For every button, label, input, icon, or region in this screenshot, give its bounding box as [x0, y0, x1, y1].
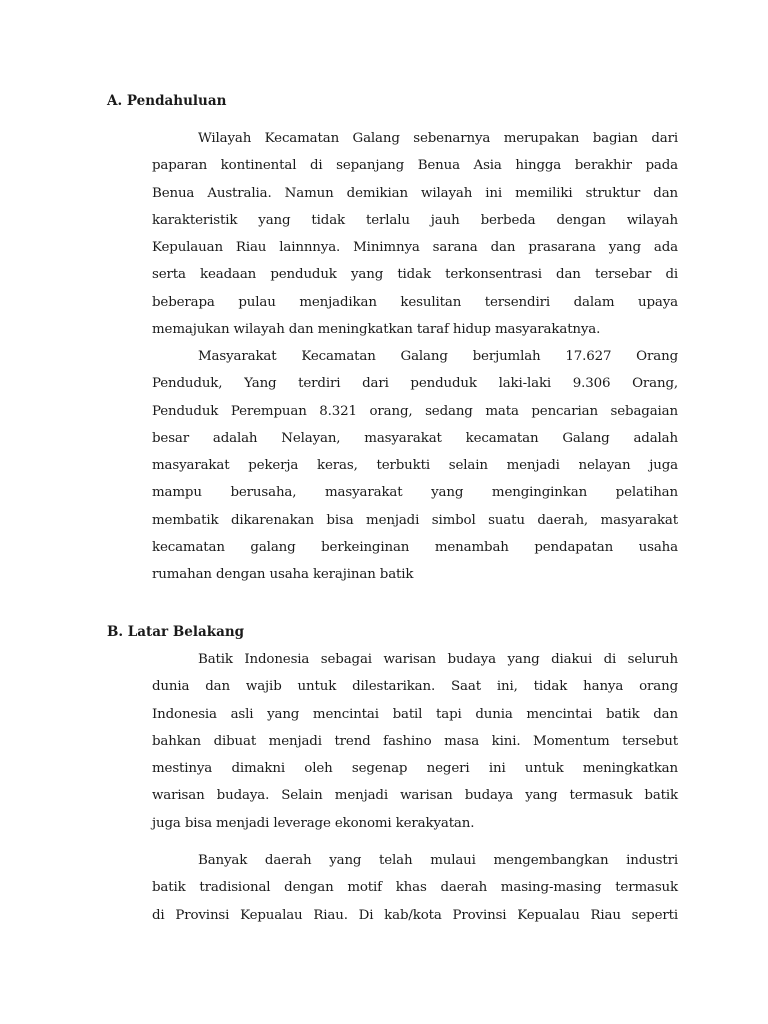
text-line: Indonesia asli yang mencintai batil tapi dunia mencintai batik dan — [152, 706, 678, 722]
text-line: mestinya dimakni oleh segenap negeri ini untuk meningkatkan — [152, 761, 678, 777]
text-line: Batik Indonesia sebagai warisan budaya yang diakui di seluruh — [198, 652, 678, 667]
paragraph-latar-belakang-1 — [152, 646, 678, 837]
text-line: Kepulauan Riau lainnnya. Minimnya sarana dan prasarana yang ada — [152, 240, 678, 256]
text-line: besar adalah Nelayan, masyarakat kecamatan Galang adalah — [152, 430, 678, 446]
text-line: kecamatan galang berkeinginan menambah pendapatan usaha — [152, 540, 678, 556]
text-line: dunia dan wajib untuk dilestarikan. Saat ini, tidak hanya orang — [152, 679, 678, 695]
text-line: bahkan dibuat menjadi trend fashino masa kini. Momentum tersebut — [152, 733, 678, 749]
text-line: membatik dikarenakan bisa menjadi simbol suatu daerah, masyarakat — [152, 512, 678, 528]
text-line: memajukan wilayah dan meningkatkan taraf hidup masyarakatnya. — [152, 322, 601, 338]
text-line: di Provinsi Kepualau Riau. Di kab/kota Provinsi Kepualau Riau seperti — [152, 907, 678, 923]
text-line: Wilayah Kecamatan Galang sebenarnya merupakan bagian dari — [198, 131, 678, 146]
paragraph-pendahuluan-2 — [152, 343, 678, 589]
paragraph-latar-belakang-2 — [152, 847, 678, 929]
text-line: Masyarakat Kecamatan Galang berjumlah 17.627 Orang — [198, 349, 678, 364]
section-heading-pendahuluan: A. Pendahuluan — [107, 93, 227, 109]
text-line: mampu berusaha, masyarakat yang menginginkan pelatihan — [152, 485, 678, 501]
text-line: masyarakat pekerja keras, terbukti selain menjadi nelayan juga — [152, 458, 678, 474]
text-line: beberapa pulau menjadikan kesulitan tersendiri dalam upaya — [152, 294, 678, 310]
text-line: Benua Australia. Namun demikian wilayah ini memiliki struktur dan — [152, 185, 678, 201]
text-line: Banyak daerah yang telah mulaui mengembangkan industri — [198, 853, 678, 868]
paragraph-pendahuluan-1 — [152, 125, 678, 343]
text-line: karakteristik yang tidak terlalu jauh berbeda dengan wilayah — [152, 212, 678, 228]
text-line: batik tradisional dengan motif khas daerah masing-masing termasuk — [152, 880, 678, 896]
text-line: rumahan dengan usaha kerajinan batik — [152, 567, 414, 583]
section-heading-latar-belakang: B. Latar Belakang — [107, 624, 245, 640]
text-line: warisan budaya. Selain menjadi warisan budaya yang termasuk batik — [152, 788, 678, 804]
text-line: paparan kontinental di sepanjang Benua Asia hingga berakhir pada — [152, 158, 678, 174]
text-line: juga bisa menjadi leverage ekonomi kerakyatan. — [152, 815, 475, 831]
text-line: Penduduk, Yang terdiri dari penduduk laki-laki 9.306 Orang, — [152, 376, 678, 392]
text-line: Penduduk Perempuan 8.321 orang, sedang mata pencarian sebagaian — [152, 403, 678, 419]
text-line: serta keadaan penduduk yang tidak terkonsentrasi dan tersebar di — [152, 267, 678, 283]
